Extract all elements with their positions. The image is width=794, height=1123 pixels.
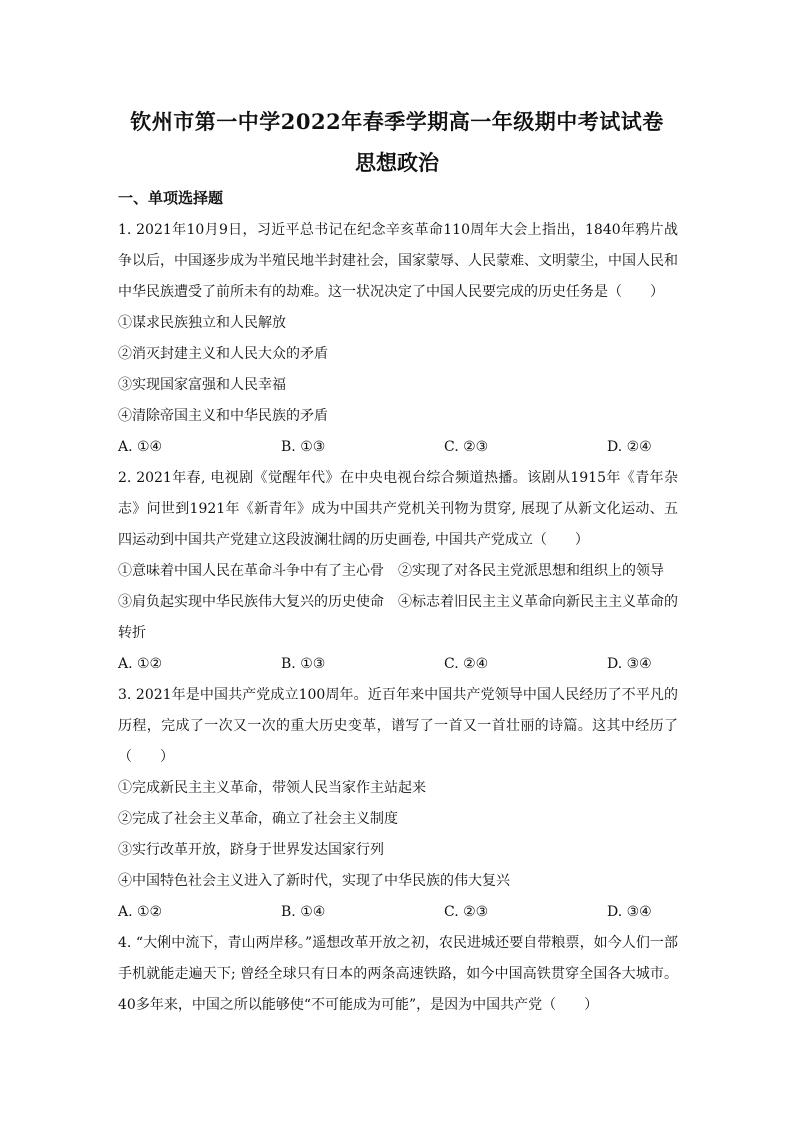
question-stem: 1. 2021年10月9日，习近平总书记在纪念辛亥革命110周年大会上指出，1840年鸦片战争以后，中国逐步成为半殖民地半封建社会，国家蒙辱、人民蒙难、文明蒙尘，中国人民和中华民族遭受了前所未有的劫难。这一状况决定了中国人民要完成的历史任务是（ ）	[118, 222, 678, 300]
question-item: ②完成了社会主义革命，确立了社会主义制度	[118, 811, 398, 827]
option-c[interactable]: C. ②③	[444, 904, 489, 920]
question-stem: 4. “大俐中流下，青山两岸移。”遥想改革开放之初，农民进城还要自带粮票，如今人们一部手机就能走遍天下; 曾经全球只有日本的两条高速铁路，如今中国高铁贯穿全国各大城市。40多年来，中国之所以能够使“不可能成为可能”，是因为中国共产党（ ）	[118, 935, 678, 1013]
answer-options	[118, 649, 678, 680]
option-c[interactable]: C. ②③	[444, 439, 489, 455]
questions	[118, 215, 678, 1021]
question-item: ③实行改革开放，跻身于世界发达国家行列	[118, 842, 384, 858]
question-item: ④清除帝国主义和中华民族的矛盾	[118, 408, 328, 424]
question-item: ③肩负起实现中华民族伟大复兴的历史使命 ④标志着旧民主主义革命向新民主主义革命的转折	[118, 594, 678, 641]
option-d[interactable]: D. ②④	[607, 439, 652, 455]
option-b[interactable]: B. ①④	[281, 904, 326, 920]
question-stem: 3. 2021年是中国共产党成立100周年。近百年来中国共产党领导中国人民经历了不平凡的历程，完成了一次又一次的重大历史变革，谱写了一首又一首壮丽的诗篇。这其中经历了（ ）	[118, 687, 678, 765]
section-heading: 一、单项选择题	[118, 189, 224, 207]
question-item: ④中国特色社会主义进入了新时代，实现了中华民族的伟大复兴	[118, 873, 510, 889]
question-item: ①谋求民族独立和人民解放	[118, 315, 286, 331]
option-d[interactable]: D. ③④	[607, 656, 652, 672]
question-item: ①意味着中国人民在革命斗争中有了主心骨 ②实现了对各民主党派思想和组织上的领导	[118, 563, 664, 579]
exam-title: 钦州市第一中学2022年春季学期高一年级期中考试试卷	[130, 109, 664, 134]
option-a[interactable]: A. ①②	[118, 904, 163, 920]
question-item: ③实现国家富强和人民幸福	[118, 377, 286, 393]
question-item: ②消灭封建主义和人民大众的矛盾	[118, 346, 328, 362]
answer-options	[118, 432, 678, 463]
option-c[interactable]: C. ②④	[444, 656, 489, 672]
option-b[interactable]: B. ①③	[281, 656, 326, 672]
question-stem: 2. 2021年春, 电视剧《觉醒年代》在中央电视台综合频道热播。该剧从1915年《青年杂志》问世到1921年《新青年》成为中国共产党机关刊物为贯穿, 展现了从新文化运动、五四运动到中国共产党建立这段波澜壮阔的历史画卷, 中国共产党成立（ ）	[118, 470, 678, 548]
subject-title: 思想政治	[355, 150, 439, 175]
option-b[interactable]: B. ①③	[281, 439, 326, 455]
option-d[interactable]: D. ③④	[607, 904, 652, 920]
option-a[interactable]: A. ①②	[118, 656, 163, 672]
answer-options	[118, 897, 678, 928]
question-item: ①完成新民主主义革命，带领人民当家作主站起来	[118, 780, 426, 796]
option-a[interactable]: A. ①④	[118, 439, 163, 455]
